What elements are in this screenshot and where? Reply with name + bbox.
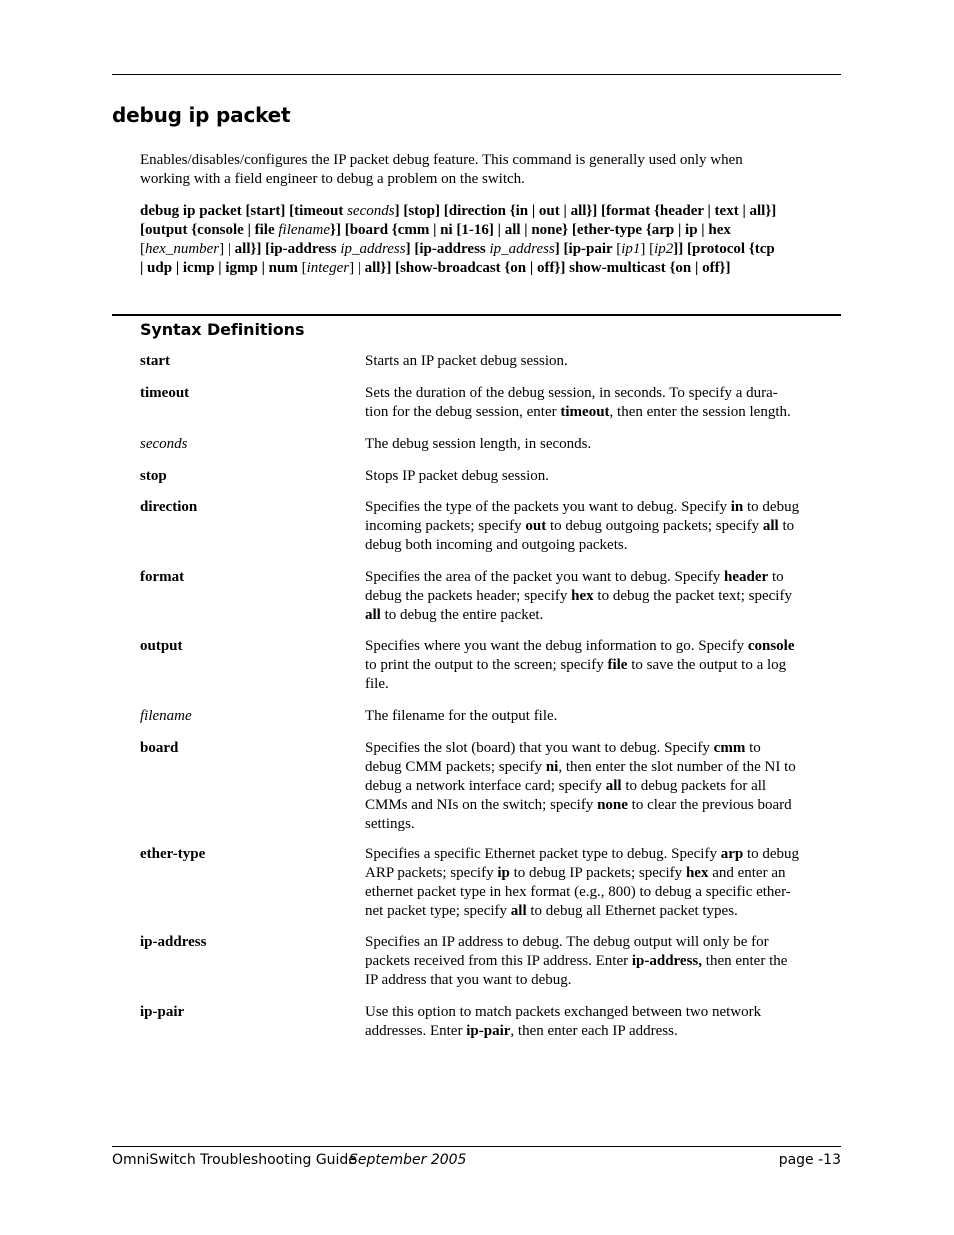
syntax-keyword: | udp | icmp | igmp | num [140,260,302,276]
syntax-keyword: ] | [349,260,365,276]
definition-description: Specifies the area of the packet you want to debug. Specify header to debug the packets header; specify hex to debug the packet text; specify all to debug the entire packet. [365,569,792,623]
definition-description: The debug session length, in seconds. [365,436,592,452]
definition-description: Specifies a specific Ethernet packet type to debug. Specify arp to debug ARP packets; specify ip to debug IP packets; specify hex and enter an ethernet packet type in hex format (e.g., 800) to debug a specific ether- net packet type; specify all to debug all Ethernet packet types. [365,846,800,919]
command-syntax [140,202,840,278]
syntax-placeholder: hex_number [145,241,220,257]
definition-description: Stops IP packet debug session. [365,468,550,484]
definition-term: format [140,569,185,585]
definition-term: output [140,638,183,654]
syntax-keyword: }] [board {cmm | ni [1-16] | all | none} [ether-type {arp | ip | hex [330,222,731,238]
description-line: Enables/disables/configures the IP packet debug feature. This command is generally used only when [140,152,743,168]
definition-term: ip-address [140,934,207,950]
definition-description: Specifies the slot (board) that you want to debug. Specify cmm to debug CMM packets; specify ni, then enter the slot number of the NI to debug a network interface card; specify all to debug packets for all CMMs and NIs on the switch; specify none to clear the previous board settings. [365,740,796,832]
syntax-keyword: all}] [ip-address [234,241,341,257]
syntax-line [140,221,840,240]
syntax-placeholder: ip_address [489,241,555,257]
syntax-placeholder: ip1 [621,241,641,257]
definition-term: ip-pair [140,1004,185,1020]
footer-page-number: page -13 [778,1152,841,1168]
syntax-line [140,202,840,221]
footer-guide-title: OmniSwitch Troubleshooting Guide [112,1152,357,1168]
definition-term: ether-type [140,846,206,862]
syntax-placeholder: ip2 [654,241,674,257]
command-description [140,151,840,189]
definition-term: seconds [140,436,188,452]
definition-description: The filename for the output file. [365,708,558,724]
syntax-placeholder: integer [306,260,350,276]
footer-date: September 2005 [349,1152,467,1168]
footer-rule [112,1146,841,1147]
description-line: working with a field engineer to debug a problem on the switch. [140,171,525,187]
definition-description: Specifies the type of the packets you want to debug. Specify in to debug incoming packets; specify out to debug outgoing packets; specify all to debug both incoming and outgoing packets. [365,499,800,553]
syntax-keyword: ]] [protocol {tcp [673,241,775,257]
syntax-placeholder: ip_address [340,241,406,257]
syntax-keyword: ] [ [640,241,655,257]
definition-description: Specifies an IP address to debug. The debug output will only be for packets received from this IP address. Enter ip-address, then enter the IP address that you want to debug. [365,934,788,988]
syntax-keyword: ] [stop] [direction {in | out | all}] [format {header | text | all}] [394,203,777,219]
definition-description: Use this option to match packets exchanged between two network addresses. Enter ip-pair, then enter each IP address. [365,1004,762,1039]
syntax-line [140,240,840,259]
page-title: debug ip packet [112,103,291,127]
definition-description: Sets the duration of the debug session, in seconds. To specify a dura- tion for the debug session, enter timeout, then enter the session length. [365,385,791,420]
top-rule [112,74,841,75]
syntax-keyword: debug ip packet [start] [timeout [140,203,348,219]
syntax-rule [112,314,841,316]
syntax-line [140,259,840,278]
syntax-placeholder: seconds [347,203,395,219]
syntax-definitions-heading: Syntax Definitions [140,320,305,339]
syntax-keyword: ] [ip-address [405,241,490,257]
syntax-keyword: [output {console | file [140,222,279,238]
definition-term: stop [140,468,167,484]
definition-term: board [140,740,179,756]
definition-term: direction [140,499,198,515]
syntax-keyword: ] | [219,241,235,257]
syntax-placeholder: filename [278,222,331,238]
syntax-keyword: [ [140,241,145,257]
syntax-keyword: [ [301,260,307,276]
definition-description: Specifies where you want the debug information to go. Specify console to print the output to the screen; specify file to save the output to a log file. [365,638,795,692]
definition-term: start [140,353,170,369]
syntax-keyword: [ [616,241,622,257]
syntax-keyword: all}] [show-broadcast {on | off}] show-multicast {on | off}] [364,260,731,276]
definition-description: Starts an IP packet debug session. [365,353,568,369]
syntax-keyword: ] [ip-pair [554,241,617,257]
definition-term: timeout [140,385,190,401]
definition-term: filename [140,708,192,724]
